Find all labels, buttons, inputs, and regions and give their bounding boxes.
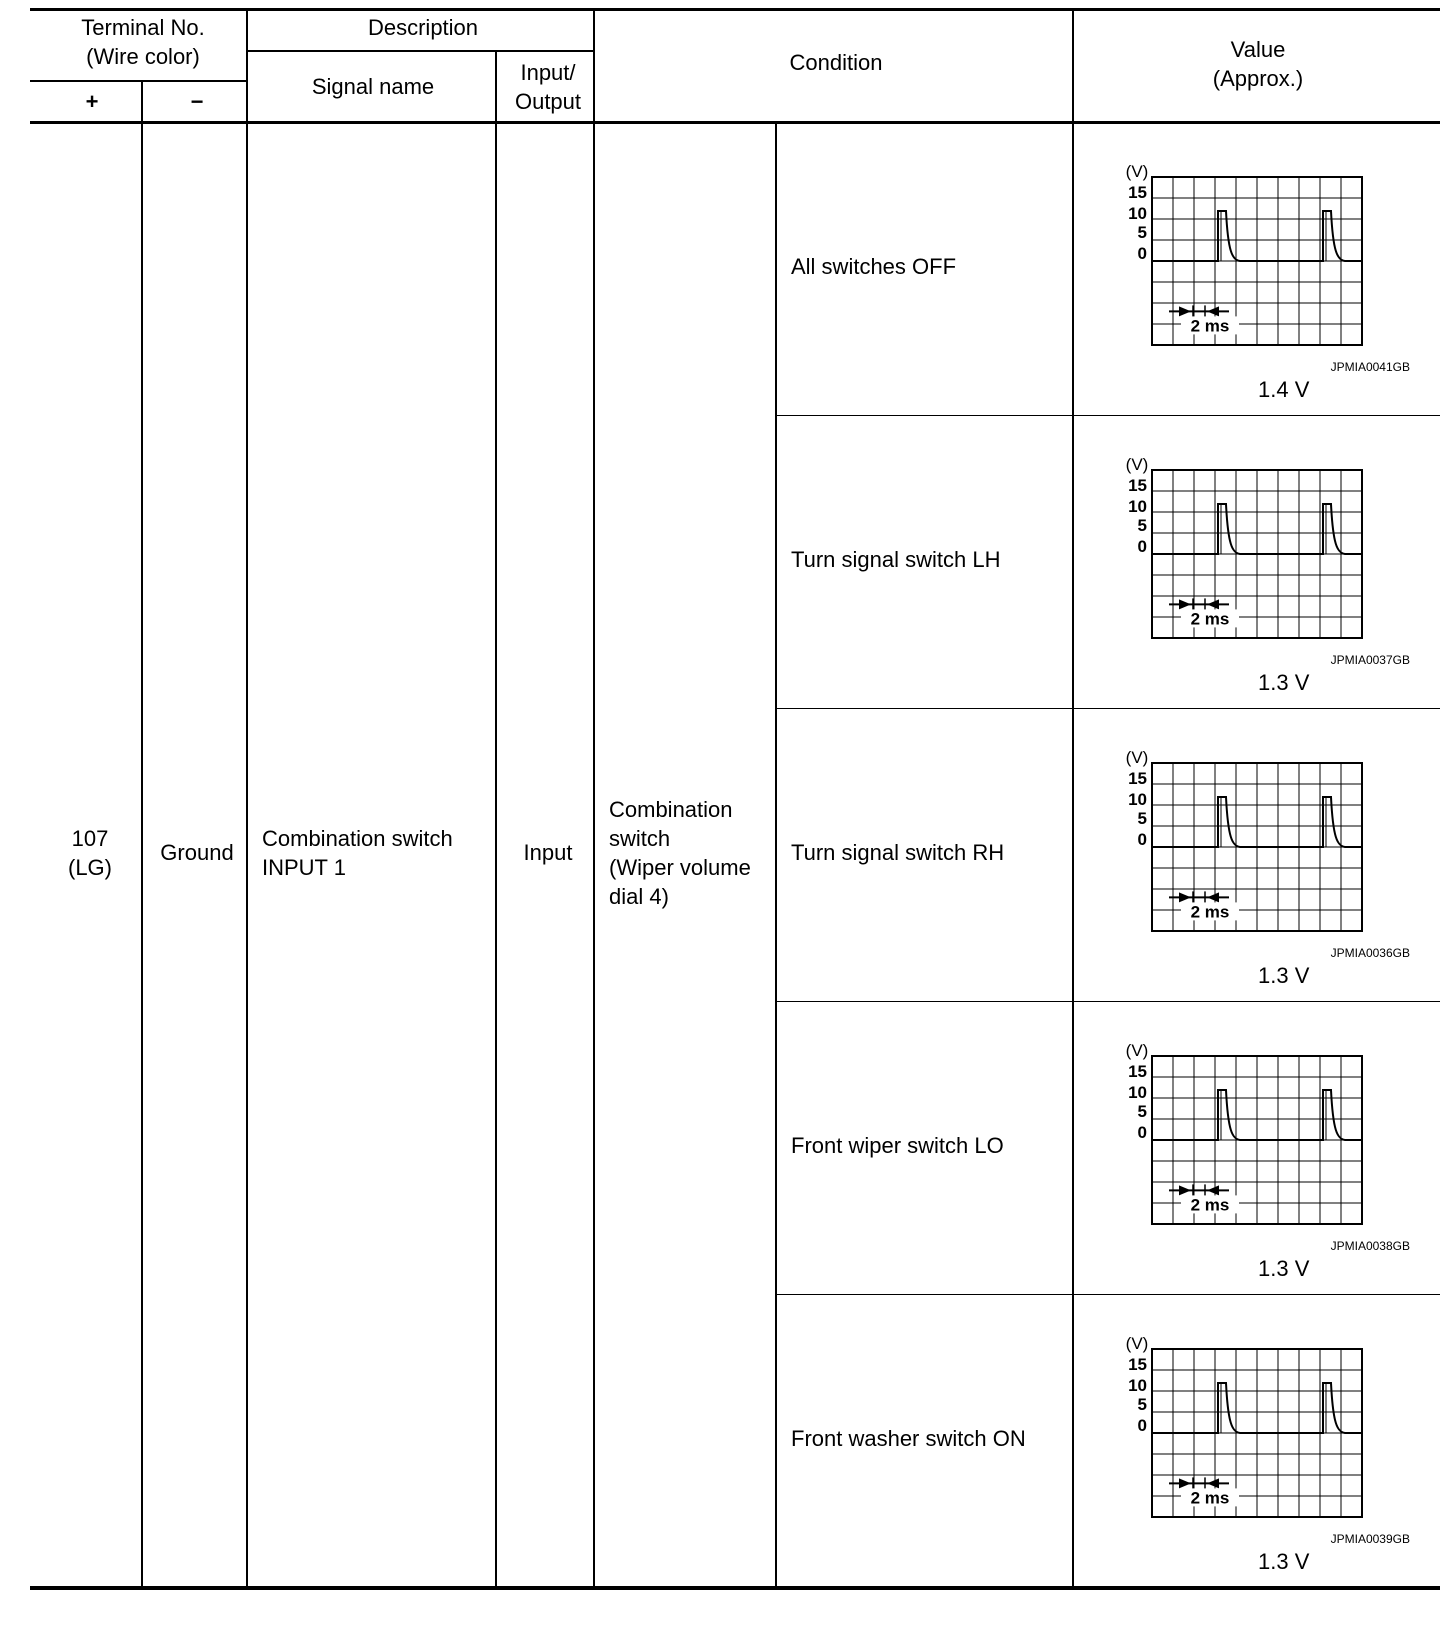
figure-id: JPMIA0039GB: [1330, 1532, 1410, 1546]
figure-id: JPMIA0036GB: [1330, 946, 1410, 960]
terminal-number: 107 (LG): [68, 826, 112, 880]
unit-label: (V): [1125, 1335, 1149, 1353]
unit-label: (V): [1125, 456, 1149, 474]
desc-sub-rule: [246, 50, 594, 52]
time-scale-label: 2 ms: [1190, 609, 1230, 629]
figure-id: JPMIA0041GB: [1330, 360, 1410, 374]
time-scale-arrow: [1179, 306, 1191, 316]
time-scale-arrow: [1207, 892, 1219, 902]
subcondition-label: Front wiper switch LO: [791, 1133, 1004, 1158]
subcondition-label: All switches OFF: [791, 254, 957, 279]
header-minus: −: [190, 89, 204, 114]
col-sep-value: [1072, 10, 1074, 1588]
col-sep-signal: [246, 10, 248, 1588]
time-scale-arrow: [1207, 599, 1219, 609]
oscilloscope-figure: [1110, 1335, 1410, 1535]
terminal-sub-rule: [30, 80, 246, 82]
tick-label: 15: [1128, 1062, 1147, 1081]
oscilloscope-figure: [1110, 1042, 1410, 1242]
tick-label: 5: [1137, 1395, 1147, 1414]
time-scale-label: 2 ms: [1190, 1488, 1230, 1508]
tick-label: 10: [1128, 1376, 1147, 1395]
time-scale-arrow: [1207, 1185, 1219, 1195]
time-scale-label: 2 ms: [1190, 1195, 1230, 1215]
header-condition: Condition: [789, 50, 883, 75]
terminal-ground: Ground: [160, 840, 234, 865]
tick-label: 0: [1137, 244, 1147, 263]
subcondition-label: Turn signal switch RH: [791, 840, 1005, 865]
tick-label: 5: [1137, 1102, 1147, 1121]
unit-label: (V): [1125, 1042, 1149, 1060]
col-sep-minus: [141, 80, 143, 1588]
header-bottom-rule: [30, 121, 1440, 124]
tick-label: 0: [1137, 830, 1147, 849]
tick-label: 10: [1128, 1083, 1147, 1102]
unit-label: (V): [1125, 163, 1149, 181]
tick-label: 10: [1128, 204, 1147, 223]
tick-label: 0: [1137, 1416, 1147, 1435]
subcondition-label: Front washer switch ON: [791, 1426, 1026, 1451]
tick-label: 0: [1137, 1123, 1147, 1142]
signal-name: Combination switch INPUT 1: [262, 826, 453, 880]
time-scale-arrow: [1207, 306, 1219, 316]
unit-label: (V): [1125, 749, 1149, 767]
tick-label: 5: [1137, 809, 1147, 828]
oscilloscope-figure: [1110, 456, 1410, 656]
figure-id: JPMIA0038GB: [1330, 1239, 1410, 1253]
header-input-output: Input/ Output: [514, 60, 582, 114]
header-value: Value (Approx.): [1212, 37, 1304, 91]
oscilloscope-figure: [1110, 749, 1410, 949]
tick-label: 15: [1128, 1355, 1147, 1374]
header-signal-name: Signal name: [311, 74, 435, 99]
header-plus: +: [85, 89, 99, 114]
time-scale-arrow: [1179, 599, 1191, 609]
top-rule: [30, 8, 1440, 11]
figure-id: JPMIA0037GB: [1330, 653, 1410, 667]
tick-label: 0: [1137, 537, 1147, 556]
time-scale-label: 2 ms: [1190, 902, 1230, 922]
time-scale-arrow: [1207, 1478, 1219, 1488]
tick-label: 15: [1128, 183, 1147, 202]
tick-label: 15: [1128, 769, 1147, 788]
col-sep-condition: [593, 10, 595, 1588]
subcondition-label: Turn signal switch LH: [791, 547, 1001, 572]
header-terminal-no: Terminal No. (Wire color): [81, 15, 205, 69]
time-scale-arrow: [1179, 892, 1191, 902]
tick-label: 5: [1137, 223, 1147, 242]
tick-label: 15: [1128, 476, 1147, 495]
tick-label: 10: [1128, 790, 1147, 809]
oscilloscope-figure: [1110, 163, 1410, 363]
condition-main: Combination switch (Wiper volume dial 4): [609, 797, 751, 909]
time-scale-arrow: [1179, 1185, 1191, 1195]
tick-label: 10: [1128, 497, 1147, 516]
time-scale-label: 2 ms: [1190, 316, 1230, 336]
io-value: Input: [523, 840, 573, 865]
col-sep-subcondition: [775, 122, 777, 1588]
time-scale-arrow: [1179, 1478, 1191, 1488]
tick-label: 5: [1137, 516, 1147, 535]
col-sep-io: [495, 50, 497, 1588]
header-description: Description: [367, 15, 479, 40]
